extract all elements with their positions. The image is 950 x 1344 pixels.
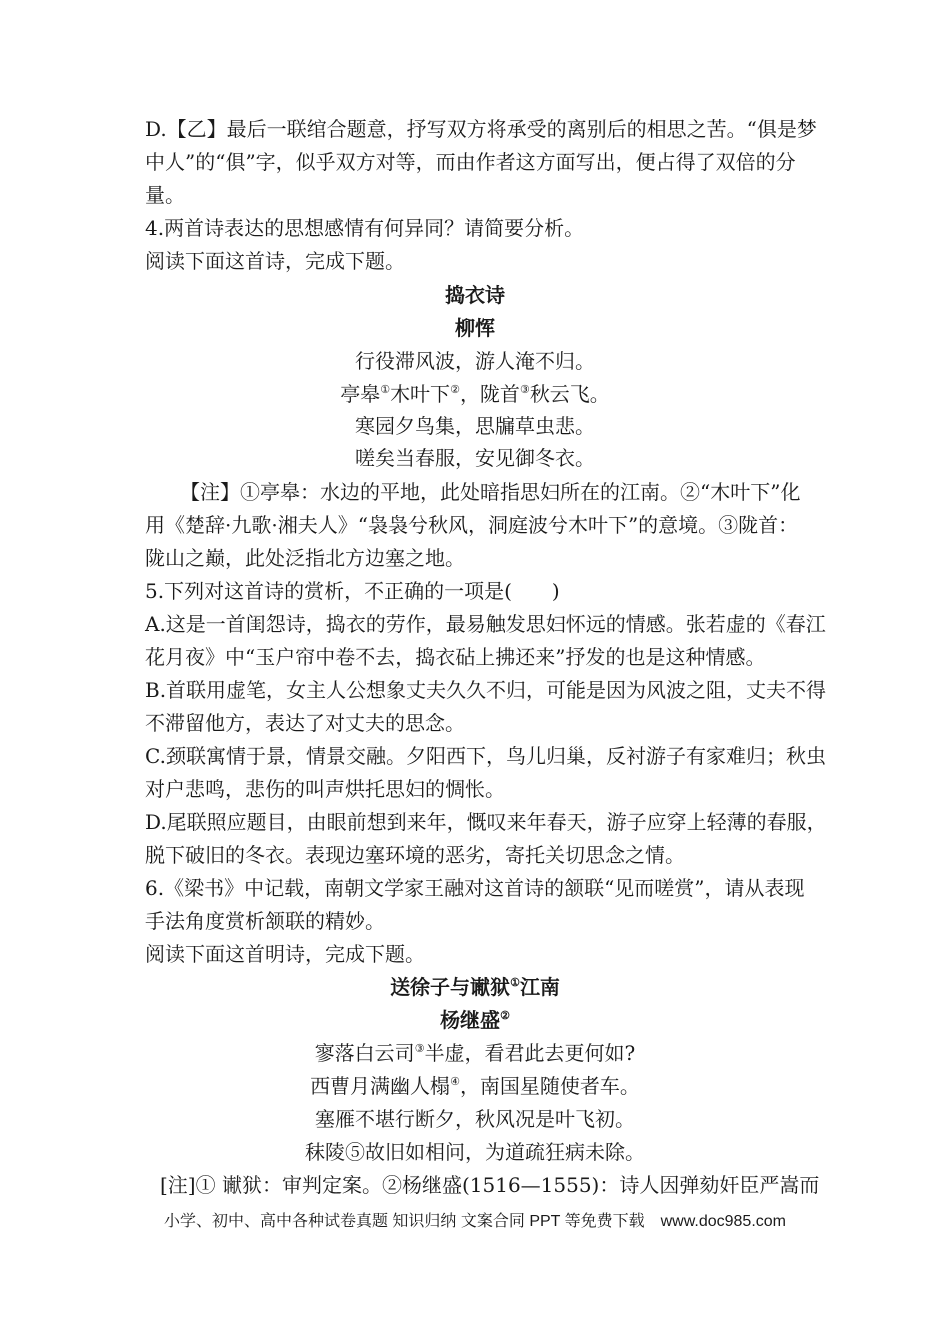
footnote-marker: ①: [510, 976, 520, 989]
poem-line: 秣陵⑤故旧如相问，为道疏狂病未除。: [305, 1140, 645, 1164]
poem-author: [0, 1008, 950, 1032]
page-footer: 小学、初中、高中各种试卷真题 知识归纳 文案合同 PPT 等免费下载 www.doc985.com: [163, 1213, 786, 1230]
footnote-marker: ④: [450, 1075, 460, 1088]
option-d-line: 量。: [145, 183, 185, 207]
title-text: 送徐子与谳狱: [390, 975, 511, 999]
poem-text: 亭皋: [340, 382, 381, 406]
footnote-marker: ③: [519, 383, 530, 396]
option-a: 花月夜》中“玉户帘中卷不去，捣衣砧上拂还来”抒发的也是这种情感。: [145, 645, 766, 669]
poem-text: ，陇首: [459, 382, 520, 406]
question-6: 6.《梁书》中记载，南朝文学家王融对这首诗的颔联“见而嗟赏”，请从表现: [145, 876, 805, 900]
poem-text: ，南国星随使者车。: [459, 1074, 640, 1098]
poem-line: 塞雁不堪行断夕，秋风况是叶飞初。: [315, 1107, 635, 1131]
poem-line: [0, 1074, 950, 1098]
poem-note: [注]① 谳狱：审判定案。②杨继盛(1516—1555)：诗人因弹劾奸臣严嵩而: [160, 1173, 820, 1197]
poem-note: 用《楚辞·九歌·湘夫人》“袅袅兮秋风，洞庭波兮木叶下”的意境。③陇首：: [145, 513, 799, 537]
footnote-marker: ③: [414, 1042, 425, 1055]
poem-text: 秋云飞。: [529, 382, 610, 406]
option-b: B.首联用虚笔，女主人公想象丈夫久久不归，可能是因为风波之阻，丈夫不得: [145, 678, 827, 702]
poem-text: 西曹月满幽人榻: [310, 1074, 451, 1098]
poem-line: 行役滞风波，游人淹不归。: [355, 349, 595, 373]
footnote-marker: ①: [380, 383, 391, 396]
poem-line: [0, 382, 950, 406]
reading-instruction: 阅读下面这首明诗，完成下题。: [145, 942, 425, 966]
poem-note: 【注】①亭皋：水边的平地，此处暗指思妇所在的江南。②“木叶下”化: [180, 480, 801, 504]
reading-instruction: 阅读下面这首诗，完成下题。: [145, 249, 405, 273]
poem-text: 寥落白云司: [314, 1041, 415, 1065]
title-text: 江南: [519, 975, 560, 999]
option-c: C.颈联寓情于景，情景交融。夕阳西下，鸟儿归巢，反衬游子有家难归；秋虫: [145, 744, 826, 768]
footnote-marker: ②: [450, 383, 460, 396]
option-d: 脱下破旧的冬衣。表现边塞环境的恶劣，寄托关切思念之情。: [145, 843, 685, 867]
option-d: D.尾联照应题目，由眼前想到来年，慨叹来年春天，游子应穿上轻薄的春服，: [145, 810, 827, 834]
option-c: 对户悲鸣，悲伤的叫声烘托思妇的惆怅。: [145, 777, 505, 801]
poem-author: 柳恽: [455, 316, 495, 340]
poem-title: 捣衣诗: [445, 283, 505, 307]
poem-line: [0, 1041, 950, 1065]
question-6: 手法角度赏析颔联的精妙。: [145, 909, 385, 933]
option-d-line: 中人”的“俱”字，似乎双方对等，而由作者这方面写出，便占得了双倍的分: [145, 150, 796, 174]
poem-line: 嗟矣当春服，安见御冬衣。: [355, 446, 595, 470]
option-b: 不滞留他方，表达了对丈夫的思念。: [145, 711, 465, 735]
poem-note: 陇山之巅，此处泛指北方边塞之地。: [145, 546, 465, 570]
question-5: 5.下列对这首诗的赏析，不正确的一项是( ): [145, 579, 560, 603]
poem-line: 寒园夕鸟集，思牖草虫悲。: [355, 414, 595, 438]
poem-text: 木叶下: [390, 382, 451, 406]
poem-text: 半虚，看君此去更何如?: [424, 1041, 636, 1065]
footnote-marker: ②: [500, 1009, 510, 1022]
poem-title: [0, 975, 950, 999]
author-text: 杨继盛: [440, 1008, 501, 1032]
question-4: 4.两首诗表达的思想感情有何异同？请简要分析。: [145, 216, 585, 240]
option-a: A.这是一首闺怨诗，捣衣的劳作，最易触发思妇怀远的情感。张若虚的《春江: [145, 612, 826, 636]
option-d-line: D.【乙】最后一联绾合题意，抒写双方将承受的离别后的相思之苦。“俱是梦: [145, 117, 817, 141]
